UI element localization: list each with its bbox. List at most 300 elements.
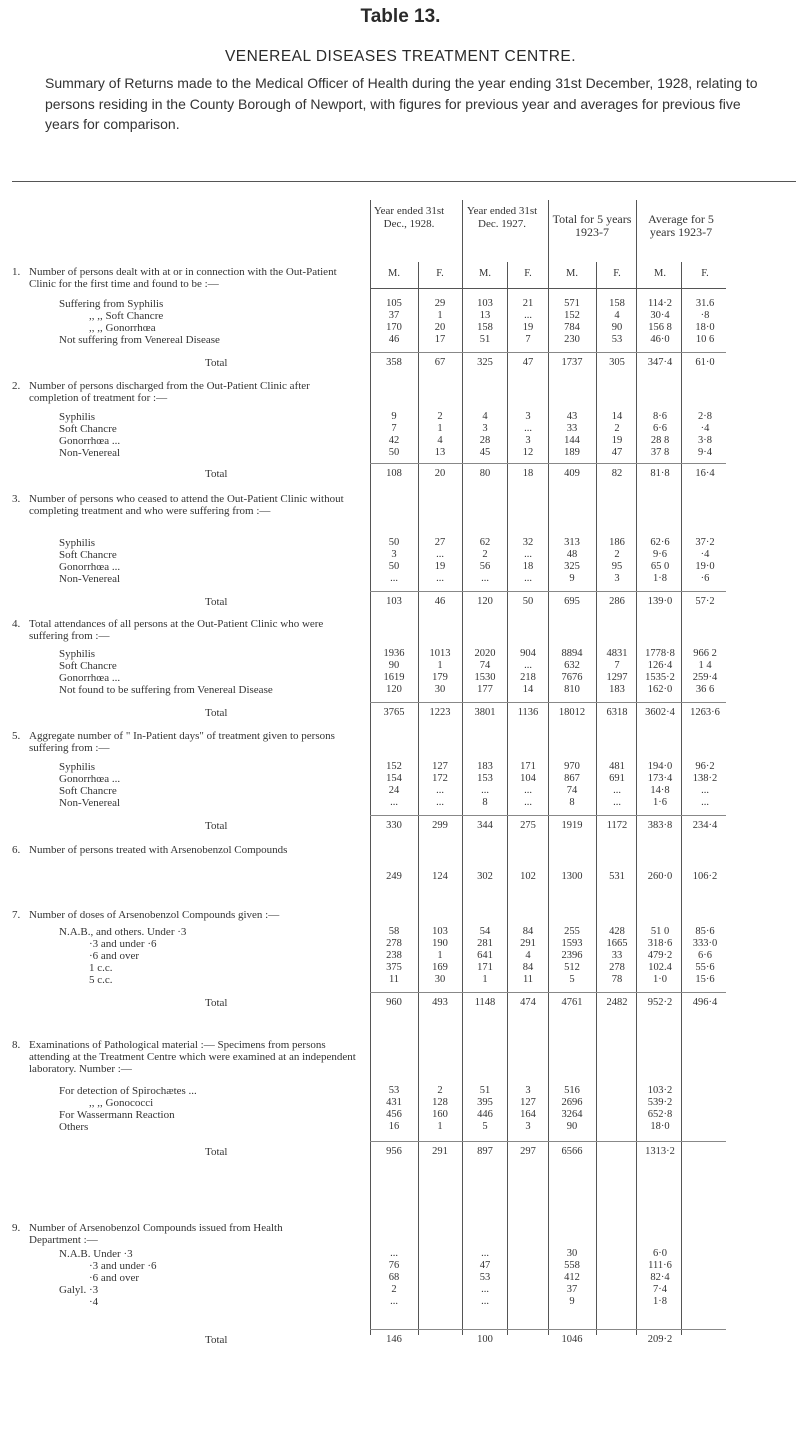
value-cell: 17 xyxy=(434,334,446,345)
total-cell: 6318 xyxy=(606,707,628,718)
row-label: Not found to be suffering from Venereal Disease xyxy=(59,684,273,696)
total-rule xyxy=(370,463,726,464)
value-cell: 641 xyxy=(477,950,493,961)
total-cell: 108 xyxy=(386,468,402,479)
value-cell: 19·0 xyxy=(695,561,715,572)
value-cell: 114·2 xyxy=(647,298,673,309)
value-cell: 2 xyxy=(482,549,488,560)
value-cell: 7676 xyxy=(561,672,583,683)
value-cell: 186 xyxy=(609,537,625,548)
mf-header-m: M. xyxy=(479,268,491,279)
value-cell: 4 xyxy=(614,310,620,321)
total-cell: 3765 xyxy=(383,707,405,718)
value-cell: 9 xyxy=(569,1296,575,1307)
total-label: Total xyxy=(205,468,228,480)
value-cell: 27 xyxy=(434,537,446,548)
value-cell: 53 xyxy=(388,1085,400,1096)
value-cell: 481 xyxy=(609,761,625,772)
value-cell: 11 xyxy=(522,974,534,985)
value-cell: 82·4 xyxy=(650,1272,670,1283)
value-cell: 43 xyxy=(566,411,578,422)
total-cell: 46 xyxy=(434,596,446,607)
value-cell: 428 xyxy=(609,926,625,937)
total-cell: 960 xyxy=(386,997,402,1008)
value-cell: ... xyxy=(481,1296,489,1307)
value-cell: 152 xyxy=(386,761,402,772)
total-cell: 291 xyxy=(432,1146,448,1157)
value-cell: ... xyxy=(481,785,489,796)
table-top-rule xyxy=(12,181,796,182)
value-cell: ... xyxy=(701,797,709,808)
section-title: Total attendances of all persons at the Out-Patient Clinic who were suffering from :— xyxy=(29,618,324,642)
value-cell: ... xyxy=(524,660,532,671)
mf-header-f: F. xyxy=(524,268,532,279)
value-cell: 120 xyxy=(386,684,402,695)
value-cell: 37·2 xyxy=(695,537,715,548)
value-cell: 53 xyxy=(479,1272,491,1283)
value-cell: 3 xyxy=(525,435,531,446)
value-cell: 9·4 xyxy=(698,447,712,458)
value-cell: 154 xyxy=(386,773,402,784)
value-cell: 68 xyxy=(388,1272,400,1283)
section-title: Number of doses of Arsenobenzol Compounds given :— xyxy=(29,909,280,921)
total-cell: 1737 xyxy=(561,357,583,368)
value-cell: 33 xyxy=(566,423,578,434)
section-number: 4. xyxy=(12,618,21,630)
section-title: Number of persons dealt with at or in connection with the Out-Patient Clinic for the first time and found to be :— xyxy=(29,266,337,290)
total-cell: 1223 xyxy=(429,707,451,718)
row-label: ·3 and under ·6 xyxy=(89,1260,157,1272)
value-cell: 12 xyxy=(522,447,534,458)
value-cell: 104 xyxy=(520,773,536,784)
value-cell: 124 xyxy=(432,871,448,882)
value-cell: 102 xyxy=(520,871,536,882)
total-cell: 6566 xyxy=(561,1146,583,1157)
value-cell: 14·8 xyxy=(650,785,670,796)
total-cell: 139·0 xyxy=(647,596,673,607)
total-cell: 67 xyxy=(434,357,446,368)
value-cell: 164 xyxy=(520,1109,536,1120)
total-cell: 209·2 xyxy=(647,1334,673,1345)
value-cell: 1619 xyxy=(383,672,405,683)
total-cell: 16·4 xyxy=(695,468,715,479)
value-cell: ... xyxy=(524,573,532,584)
total-cell: 57·2 xyxy=(695,596,715,607)
total-cell: 330 xyxy=(386,820,402,831)
value-cell: 1·8 xyxy=(653,573,667,584)
value-cell: 158 xyxy=(609,298,625,309)
total-rule xyxy=(370,1141,726,1142)
value-cell: 9 xyxy=(569,573,575,584)
total-rule xyxy=(370,992,726,993)
value-cell: 966 2 xyxy=(693,648,717,659)
value-cell: 4 xyxy=(437,435,443,446)
total-cell: 82 xyxy=(611,468,623,479)
value-cell: 170 xyxy=(386,322,402,333)
row-label: ,, ,, Soft Chancre xyxy=(89,310,164,322)
total-cell: 952·2 xyxy=(647,997,673,1008)
value-cell: 28 8 xyxy=(650,435,670,446)
value-cell: ... xyxy=(390,573,398,584)
value-cell: 103 xyxy=(432,926,448,937)
row-label: Galyl. ·3 xyxy=(59,1284,99,1296)
total-cell: 234·4 xyxy=(692,820,718,831)
value-cell: 171 xyxy=(520,761,536,772)
total-cell: 3602·4 xyxy=(645,707,675,718)
total-cell: 120 xyxy=(477,596,493,607)
section-number: 7. xyxy=(12,909,21,921)
row-label: Gonorrhœa ... xyxy=(59,435,121,447)
value-cell: 810 xyxy=(564,684,580,695)
value-cell: 65 0 xyxy=(650,561,670,572)
value-cell: 2 xyxy=(437,411,443,422)
value-cell: 162·0 xyxy=(647,684,673,695)
total-cell: 297 xyxy=(520,1146,536,1157)
value-cell: 169 xyxy=(432,962,448,973)
value-cell: 2 xyxy=(437,1085,443,1096)
total-cell: 1263·6 xyxy=(690,707,720,718)
row-label: Syphilis xyxy=(59,537,96,549)
value-cell: 539·2 xyxy=(647,1097,673,1108)
section-number: 9. xyxy=(12,1222,21,1234)
total-cell: 47 xyxy=(522,357,534,368)
value-cell: ·4 xyxy=(700,423,710,434)
value-cell: 5 xyxy=(569,974,575,985)
main-heading: VENEREAL DISEASES TREATMENT CENTRE. xyxy=(224,48,577,65)
total-cell: 61·0 xyxy=(695,357,715,368)
value-cell: 95 xyxy=(611,561,623,572)
value-cell: 51 xyxy=(479,334,491,345)
total-rule xyxy=(370,815,726,816)
value-cell: 30 xyxy=(566,1248,578,1259)
total-cell: 897 xyxy=(477,1146,493,1157)
total-label: Total xyxy=(205,1146,228,1158)
value-cell: 1·6 xyxy=(653,797,667,808)
value-cell: ... xyxy=(481,1284,489,1295)
value-cell: 1·0 xyxy=(653,974,667,985)
value-cell: 13 xyxy=(479,310,491,321)
total-cell: 695 xyxy=(564,596,580,607)
total-cell: 1046 xyxy=(561,1334,583,1345)
value-cell: 7·4 xyxy=(653,1284,667,1295)
value-cell: 2696 xyxy=(561,1097,583,1108)
value-cell: 259·4 xyxy=(692,672,718,683)
value-cell: 7 xyxy=(614,660,620,671)
value-cell: 9 xyxy=(391,411,397,422)
total-rule xyxy=(370,1329,726,1330)
row-label: ,, ,, Gonococci xyxy=(89,1097,154,1109)
value-cell: 1593 xyxy=(561,938,583,949)
value-cell: ... xyxy=(524,549,532,560)
value-cell: 90 xyxy=(388,660,400,671)
section-number: 5. xyxy=(12,730,21,742)
value-cell: 6·6 xyxy=(698,950,712,961)
value-cell: 53 xyxy=(611,334,623,345)
value-cell: 51 0 xyxy=(650,926,670,937)
value-cell: 6·0 xyxy=(653,1248,667,1259)
row-label: Suffering from Syphilis xyxy=(59,298,164,310)
value-cell: 278 xyxy=(609,962,625,973)
mf-header-f: F. xyxy=(613,268,621,279)
row-label: ·4 xyxy=(89,1296,99,1308)
value-cell: ... xyxy=(481,573,489,584)
value-cell: 29 xyxy=(434,298,446,309)
value-cell: 375 xyxy=(386,962,402,973)
value-cell: 45 xyxy=(479,447,491,458)
value-cell: 20 xyxy=(434,322,446,333)
value-cell: 102.4 xyxy=(648,962,672,973)
value-cell: 90 xyxy=(566,1121,578,1132)
row-label: Soft Chancre xyxy=(59,660,117,672)
section-number: 3. xyxy=(12,493,21,505)
value-cell: 62·6 xyxy=(650,537,670,548)
value-cell: 431 xyxy=(386,1097,402,1108)
value-cell: 177 xyxy=(477,684,493,695)
value-cell: 190 xyxy=(432,938,448,949)
col-header-1928: Year ended 31st Dec., 1928. xyxy=(373,205,445,230)
value-cell: 9·6 xyxy=(653,549,667,560)
section-title: Number of Arsenobenzol Compounds issued from Health Department :— xyxy=(29,1222,283,1246)
value-cell: 1297 xyxy=(606,672,628,683)
value-cell: 395 xyxy=(477,1097,493,1108)
value-cell: ... xyxy=(436,797,444,808)
total-cell: 474 xyxy=(520,997,536,1008)
total-cell: 1172 xyxy=(606,820,628,831)
value-cell: 19 xyxy=(434,561,446,572)
value-cell: 84 xyxy=(522,926,534,937)
value-cell: 302 xyxy=(477,871,493,882)
total-cell: 81·8 xyxy=(650,468,670,479)
value-cell: 281 xyxy=(477,938,493,949)
value-cell: 24 xyxy=(388,785,400,796)
row-label: For detection of Spirochætes ... xyxy=(59,1085,197,1097)
value-cell: 28 xyxy=(479,435,491,446)
value-cell: 970 xyxy=(564,761,580,772)
total-rule xyxy=(370,352,726,353)
value-cell: 183 xyxy=(477,761,493,772)
value-cell: 103·2 xyxy=(647,1085,673,1096)
value-cell: 54 xyxy=(479,926,491,937)
value-cell: 5 xyxy=(482,1121,488,1132)
value-cell: 2·8 xyxy=(698,411,712,422)
value-cell: 2 xyxy=(614,549,620,560)
value-cell: ... xyxy=(524,797,532,808)
total-cell: 146 xyxy=(386,1334,402,1345)
value-cell: 36 6 xyxy=(695,684,715,695)
row-label: Non-Venereal xyxy=(59,573,121,585)
value-cell: 156 8 xyxy=(648,322,672,333)
mf-header-m: M. xyxy=(654,268,666,279)
value-cell: 84 xyxy=(522,962,534,973)
value-cell: 144 xyxy=(564,435,580,446)
value-cell: 194·0 xyxy=(647,761,673,772)
row-label: Others xyxy=(59,1121,89,1133)
value-cell: ... xyxy=(436,785,444,796)
col-header-5yr-average: Average for 5 years 1923-7 xyxy=(648,212,714,239)
total-cell: 496·4 xyxy=(692,997,718,1008)
section-number: 8. xyxy=(12,1039,21,1051)
value-cell: 173·4 xyxy=(647,773,673,784)
value-cell: 128 xyxy=(432,1097,448,1108)
row-label: 1 c.c. xyxy=(89,962,113,974)
value-cell: 47 xyxy=(611,447,623,458)
value-cell: 56 xyxy=(479,561,491,572)
mf-header-underline xyxy=(370,288,726,289)
value-cell: 18·0 xyxy=(695,322,715,333)
value-cell: ... xyxy=(436,549,444,560)
value-cell: 21 xyxy=(522,298,534,309)
total-label: Total xyxy=(205,997,228,1009)
value-cell: 62 xyxy=(479,537,491,548)
row-label: Non-Venereal xyxy=(59,447,121,459)
value-cell: 55·6 xyxy=(695,962,715,973)
value-cell: 1·8 xyxy=(653,1296,667,1307)
section-number: 1. xyxy=(12,266,21,278)
section-number: 2. xyxy=(12,380,21,392)
value-cell: ... xyxy=(613,785,621,796)
value-cell: 152 xyxy=(564,310,580,321)
value-cell: 571 xyxy=(564,298,580,309)
value-cell: 85·6 xyxy=(695,926,715,937)
value-cell: ... xyxy=(613,797,621,808)
total-cell: 4761 xyxy=(561,997,583,1008)
value-cell: 14 xyxy=(611,411,623,422)
value-cell: 1665 xyxy=(606,938,628,949)
value-cell: 1 4 xyxy=(698,660,712,671)
value-cell: 2396 xyxy=(561,950,583,961)
total-label: Total xyxy=(205,357,228,369)
value-cell: 3 xyxy=(525,1121,531,1132)
value-cell: 218 xyxy=(520,672,536,683)
value-cell: 1778·8 xyxy=(645,648,675,659)
section-title: Number of persons discharged from the Out-Patient Clinic after completion of treatment for :— xyxy=(29,380,310,404)
value-cell: 106·2 xyxy=(692,871,718,882)
row-label: Soft Chancre xyxy=(59,423,117,435)
value-cell: 126·4 xyxy=(647,660,673,671)
value-cell: ... xyxy=(524,423,532,434)
value-cell: ... xyxy=(701,785,709,796)
row-label: Not suffering from Venereal Disease xyxy=(59,334,220,346)
row-label: N.A.B. Under ·3 xyxy=(59,1248,133,1260)
value-cell: 10 6 xyxy=(695,334,715,345)
value-cell: 19 xyxy=(611,435,623,446)
row-label: Soft Chancre xyxy=(59,549,117,561)
value-cell: 260·0 xyxy=(647,871,673,882)
value-cell: ... xyxy=(436,573,444,584)
value-cell: ·8 xyxy=(700,310,710,321)
value-cell: 1300 xyxy=(561,871,583,882)
value-cell: 1530 xyxy=(474,672,496,683)
value-cell: 1 xyxy=(482,974,488,985)
total-cell: 286 xyxy=(609,596,625,607)
value-cell: 105 xyxy=(386,298,402,309)
value-cell: 103 xyxy=(477,298,493,309)
value-cell: ... xyxy=(390,1248,398,1259)
value-cell: 318·6 xyxy=(647,938,673,949)
value-cell: 111·6 xyxy=(648,1260,672,1271)
value-cell: 30 xyxy=(434,684,446,695)
value-cell: 1936 xyxy=(383,648,405,659)
value-cell: 8894 xyxy=(561,648,583,659)
value-cell: 50 xyxy=(388,537,400,548)
value-cell: 32 xyxy=(522,537,534,548)
value-cell: 13 xyxy=(434,447,446,458)
value-cell: 3 xyxy=(525,411,531,422)
total-label: Total xyxy=(205,820,228,832)
total-cell: 1136 xyxy=(517,707,539,718)
value-cell: 1013 xyxy=(429,648,451,659)
value-cell: 18 xyxy=(522,561,534,572)
value-cell: 238 xyxy=(386,950,402,961)
value-cell: 15·6 xyxy=(695,974,715,985)
value-cell: 16 xyxy=(388,1121,400,1132)
value-cell: 255 xyxy=(564,926,580,937)
total-cell: 305 xyxy=(609,357,625,368)
value-cell: 189 xyxy=(564,447,580,458)
total-cell: 347·4 xyxy=(647,357,673,368)
value-cell: 8 xyxy=(569,797,575,808)
row-label: Syphilis xyxy=(59,648,96,660)
row-label: Non-Venereal xyxy=(59,797,121,809)
value-cell: 1 xyxy=(437,423,443,434)
col-header-1927: Year ended 31st Dec. 1927. xyxy=(466,205,538,230)
total-cell: 18 xyxy=(522,468,534,479)
total-cell: 344 xyxy=(477,820,493,831)
value-cell: 4 xyxy=(525,950,531,961)
total-rule xyxy=(370,591,726,592)
section-number: 6. xyxy=(12,844,21,856)
value-cell: 127 xyxy=(432,761,448,772)
value-cell: 479·2 xyxy=(647,950,673,961)
total-cell: 409 xyxy=(564,468,580,479)
value-cell: 691 xyxy=(609,773,625,784)
value-cell: 512 xyxy=(564,962,580,973)
row-label: ·6 and over xyxy=(89,950,140,962)
value-cell: 1 xyxy=(437,660,443,671)
row-label: ·6 and over xyxy=(89,1272,140,1284)
row-label: Soft Chancre xyxy=(59,785,117,797)
summary-paragraph: Summary of Returns made to the Medical Officer of Health during the year ending 31st December, 1928, relating to persons residing in the County Borough of Newport, with figures for previous year and averages for previous five years for comparison. xyxy=(45,75,758,132)
total-cell: 956 xyxy=(386,1146,402,1157)
total-cell: 80 xyxy=(479,468,491,479)
total-cell: 2482 xyxy=(606,997,628,1008)
total-cell: 493 xyxy=(432,997,448,1008)
value-cell: 412 xyxy=(564,1272,580,1283)
value-cell: 74 xyxy=(566,785,578,796)
total-cell: 1919 xyxy=(561,820,583,831)
value-cell: 1 xyxy=(437,950,443,961)
value-cell: 50 xyxy=(388,561,400,572)
value-cell: 8 xyxy=(482,797,488,808)
value-cell: 153 xyxy=(477,773,493,784)
value-cell: 784 xyxy=(564,322,580,333)
total-label: Total xyxy=(205,1334,228,1346)
value-cell: 278 xyxy=(386,938,402,949)
value-cell: 46·0 xyxy=(650,334,670,345)
mf-header-m: M. xyxy=(388,268,400,279)
value-cell: ·4 xyxy=(700,549,710,560)
value-cell: 37 xyxy=(566,1284,578,1295)
total-label: Total xyxy=(205,707,228,719)
total-cell: 275 xyxy=(520,820,536,831)
row-label: For Wassermann Reaction xyxy=(59,1109,175,1121)
value-cell: ·6 xyxy=(700,573,710,584)
col-header-5yr-total: Total for 5 years 1923-7 xyxy=(552,212,632,239)
value-cell: 58 xyxy=(388,926,400,937)
value-cell: 7 xyxy=(391,423,397,434)
value-cell: 51 xyxy=(479,1085,491,1096)
total-cell: 103 xyxy=(386,596,402,607)
